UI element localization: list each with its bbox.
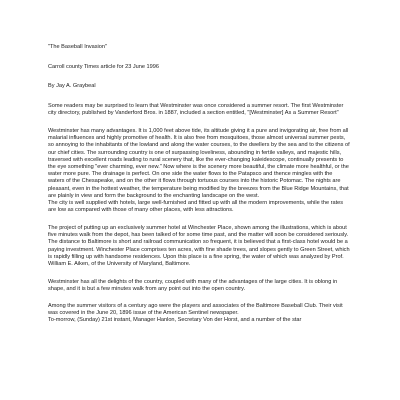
paragraph-quote-hotels: The city is well supplied with hotels, large well-furnished and fitted up with all the modern improvements, while the rates are low as compared with those of many other places, with less attractions. [48,200,344,214]
paragraph-intro: Some readers may be surprised to learn that Westminster was once considered a summer resort. The first Westminster city directory, published by Vanderford Bros. in 1887, included a section entitled, "[Westminster] As a Summer Resort" [48,103,344,117]
paragraph-quote-advantages: Westminster has many advantages. It is 1,000 feet above tide, its altitude giving it a pure and invigorating air, free from all malarial influences and highly promotive of health. It is also free from mosquitoes, those almost universal summer pests, so annoying to the inhabitants of the lowland and along the water courses, to the dwellers by the sea and to the citizens of our chief cities. The surrounding country is one of surpassing loveliness, abounding in fertile valleys, and majestic hills, traversed with excellent roads leading to rural scenery that, like the ever-changing kaleidescope, continually presents to the eye something "ever charming, ever new." Now where is the scenery more beautiful, the climate more healthful, or the water more pure. The drainage is perfect. On one side the water flows to the Patapsco and thence mingles with the waters of the Chesapeake, and on the other it flows through tortuous courses into the historic Potomac. The nights are pleasant, even in the hottest weather, the temperature being modified by the breezes from the Blue Ridge Mountains, that are plainly in view and form the background to the enchanting landscape on the west. [48,128,350,199]
paragraph-quote-delights: Westminster has all the delights of the country, coupled with many of the advantages of the large cities. It is oblong in shape, and it is but a few minutes walk from any point out into the open country. [48,278,338,292]
paragraph-tomorrow: To-morrow, (Sunday) 21st instant, Manager Hanlon, Secretary Von der Horst, and a number of the star [48,316,302,323]
document-title: "The Baseball Invasion" [48,44,108,50]
document-byline: By Jay A. Graybeal [48,83,96,90]
paragraph-baseball-visitors: Among the summer visitors of a century ago were the players and associates of the Baltimore Baseball Club. Their visit was covered in the June 20, 1896 issue of the American Sentinel newspaper. [48,302,343,316]
paragraph-quote-winchester: The project of putting up an exclusively summer hotel at Winchester Place, shown among the illustrations, which is about five minutes walk from the depot, has been talked of for some time past, and the matter will soon be considered seriously. The distance to Baltimore is short and railroad communication so frequent, it is believed that a first-class hotel would be a paying investment. Winchester Place comprises ten acres, with fine shade trees, and slopes gently to Green Street, which is rapidly filling up with handsome residences. Upon this place is a fine spring, the water of which was analyzed by Prof. William E. Aiken, of the University of Maryland, Baltimore. [48,224,350,267]
document-source: Carroll county Times article for 23 June 1996 [48,63,159,70]
